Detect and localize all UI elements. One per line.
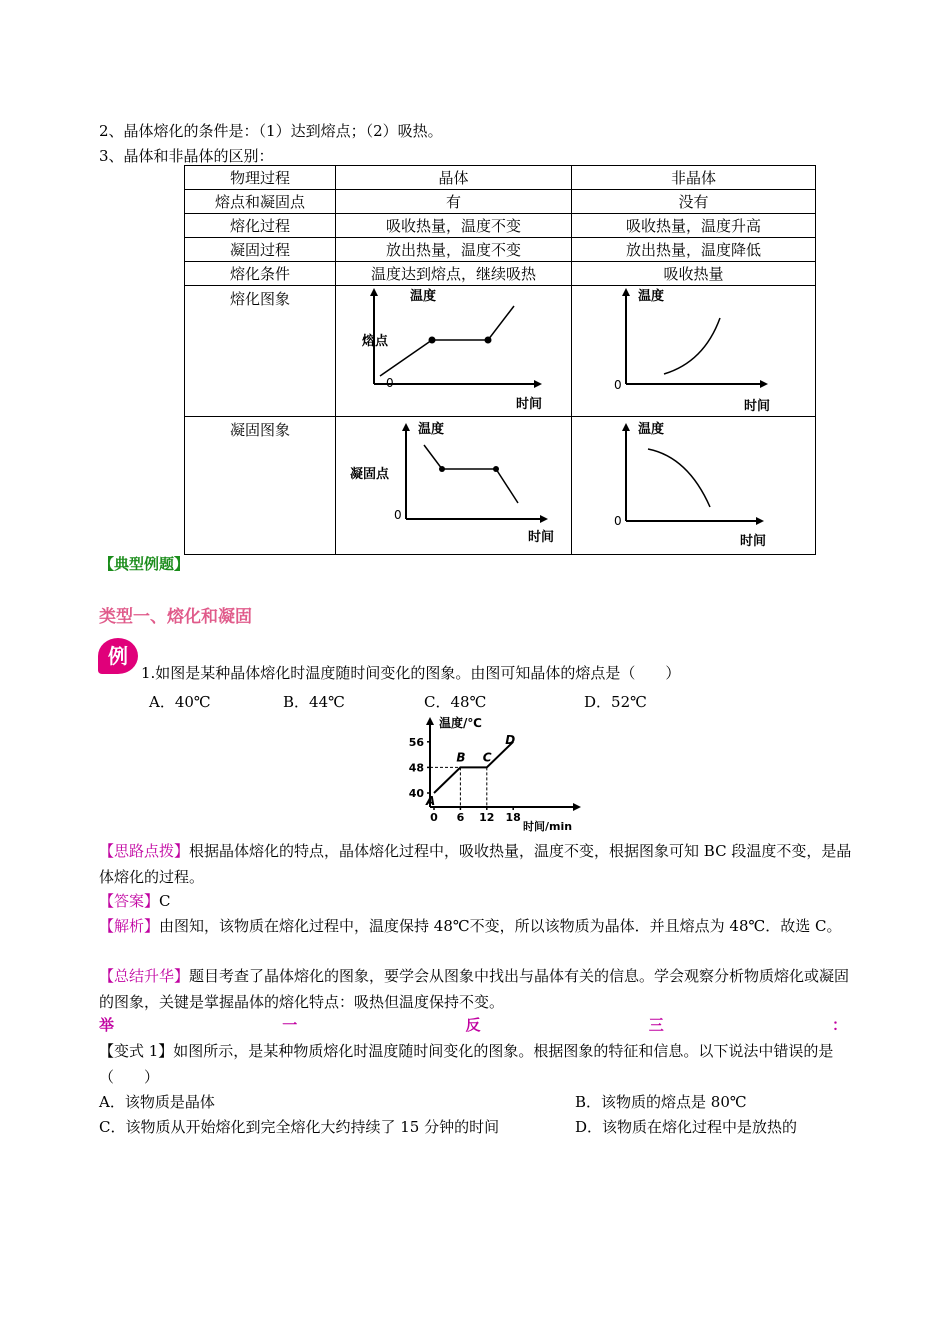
x-axis-label: 时间 bbox=[740, 534, 767, 549]
table-row bbox=[185, 262, 816, 286]
point-label: C bbox=[482, 750, 492, 765]
analysis-paragraph bbox=[99, 913, 859, 939]
amorphous-solidify-graph bbox=[572, 417, 816, 555]
x-tick-label: 12 bbox=[479, 811, 495, 824]
hint-paragraph bbox=[99, 838, 859, 890]
point-label: B bbox=[456, 750, 466, 765]
origin-label: 0 bbox=[386, 376, 394, 390]
table-cell: 放出热量，温度降低 bbox=[572, 238, 816, 262]
practice-char: 反 bbox=[465, 1016, 481, 1034]
x-tick-label: 18 bbox=[505, 811, 521, 824]
option-b: B．44℃ bbox=[283, 693, 345, 711]
y-axis-label: 温度 bbox=[638, 289, 665, 304]
question-stem: 1.如图是某种晶体熔化时温度随时间变化的图象。由图可知晶体的熔点是（ ） bbox=[141, 664, 681, 682]
melting-graph-row bbox=[185, 286, 816, 417]
table-cell: 熔化条件 bbox=[185, 262, 336, 286]
melting-point-label: 熔点 bbox=[362, 334, 389, 349]
practice-char: 三 bbox=[648, 1016, 664, 1034]
crystal-solidify-graph bbox=[336, 417, 572, 555]
option-d: D．52℃ bbox=[584, 693, 647, 711]
table-cell: 吸收热量 bbox=[572, 262, 816, 286]
point-label: A bbox=[426, 794, 436, 808]
table-cell: 温度达到熔点，继续吸热 bbox=[336, 262, 572, 286]
origin-label: 0 bbox=[614, 514, 622, 528]
table-cell: 吸收热量，温度升高 bbox=[572, 214, 816, 238]
x-tick-label: 6 bbox=[456, 811, 465, 824]
table-row bbox=[185, 214, 816, 238]
point-label: D bbox=[505, 732, 516, 747]
y-axis-label: 温度 bbox=[638, 422, 665, 437]
melting-temperature-chart bbox=[395, 712, 595, 836]
table-cell: 吸收热量，温度不变 bbox=[336, 214, 572, 238]
origin-label: 0 bbox=[394, 508, 402, 522]
example-badge: 例 bbox=[98, 638, 138, 674]
analysis-text: 由图知，该物质在熔化过程中，温度保持 48℃不变，所以该物质为晶体．并且熔点为 48℃．故选 C。 bbox=[159, 917, 842, 935]
x-tick-label: 0 bbox=[430, 811, 438, 824]
table-header-row bbox=[185, 166, 816, 190]
table-cell: 熔点和凝固点 bbox=[185, 190, 336, 214]
chart-xlabel: 时间/min bbox=[523, 820, 573, 833]
summary-tag: 【总结升华】 bbox=[99, 967, 190, 985]
answer-paragraph bbox=[99, 888, 859, 914]
answer-tag: 【答案】 bbox=[99, 892, 160, 910]
table-cell: 放出热量，温度不变 bbox=[336, 238, 572, 262]
variant-stem: 【变式 1】如图所示，是某种物质熔化时温度随时间变化的图象。根据图象的特征和信息。以下说法中错误的是（ ） bbox=[99, 1042, 834, 1086]
table-header: 非晶体 bbox=[572, 166, 816, 190]
answer-text: C bbox=[159, 892, 171, 910]
table-header: 物理过程 bbox=[185, 166, 336, 190]
origin-label: 0 bbox=[614, 378, 622, 392]
section-heading: 【典型例题】 bbox=[99, 555, 190, 573]
table-cell: 熔化过程 bbox=[185, 214, 336, 238]
y-tick-label: 48 bbox=[408, 761, 424, 775]
practice-char: 举 bbox=[99, 1016, 115, 1034]
y-tick-label: 40 bbox=[408, 787, 424, 800]
solidify-graph-row bbox=[185, 417, 816, 555]
option-c: C．48℃ bbox=[424, 693, 487, 711]
comparison-table bbox=[184, 165, 816, 555]
x-axis-label: 时间 bbox=[744, 399, 771, 412]
table-cell: 没有 bbox=[572, 190, 816, 214]
chart-ylabel: 温度/℃ bbox=[439, 716, 482, 730]
y-axis-label: 温度 bbox=[410, 289, 437, 304]
x-axis-label: 时间 bbox=[528, 530, 555, 545]
variant-option-b: B．该物质的熔点是 80℃ bbox=[575, 1093, 747, 1111]
table-row bbox=[185, 190, 816, 214]
x-axis-label: 时间 bbox=[516, 397, 543, 412]
difference-line: 3、晶体和非晶体的区别： bbox=[99, 147, 274, 165]
freezing-point-label: 凝固点 bbox=[350, 467, 390, 482]
practice-char: 一 bbox=[282, 1016, 298, 1034]
type-heading: 类型一、熔化和凝固 bbox=[99, 607, 252, 627]
y-axis-label: 温度 bbox=[418, 422, 445, 437]
variant-option-a: A．该物质是晶体 bbox=[99, 1093, 215, 1111]
melting-graph-label: 熔化图象 bbox=[229, 290, 290, 308]
summary-paragraph bbox=[99, 963, 859, 1015]
variant-option-c: C．该物质从开始熔化到完全熔化大约持续了 15 分钟的时间 bbox=[99, 1118, 500, 1136]
condition-line: 2、晶体熔化的条件是：（1）达到熔点；（2）吸热。 bbox=[99, 122, 443, 140]
practice-char: ： bbox=[831, 1016, 847, 1034]
summary-text: 题目考查了晶体熔化的图象，要学会从图象中找出与晶体有关的信息。学会观察分析物质熔化或凝固的图象，关键是掌握晶体的熔化特点：吸热但温度保持不变。 bbox=[99, 967, 850, 1011]
option-a: A．40℃ bbox=[149, 693, 211, 711]
crystal-melting-graph bbox=[336, 286, 572, 417]
analysis-tag: 【解析】 bbox=[99, 917, 160, 935]
y-tick-label: 56 bbox=[408, 735, 424, 749]
practice-heading bbox=[99, 1014, 847, 1035]
table-cell: 有 bbox=[336, 190, 572, 214]
solidify-graph-label: 凝固图象 bbox=[229, 421, 290, 439]
hint-tag: 【思路点拨】 bbox=[99, 842, 190, 860]
table-cell: 凝固过程 bbox=[185, 238, 336, 262]
table-header: 晶体 bbox=[336, 166, 572, 190]
amorphous-melting-graph bbox=[572, 286, 816, 417]
variant-option-d: D．该物质在熔化过程中是放热的 bbox=[575, 1118, 798, 1136]
table-row bbox=[185, 238, 816, 262]
hint-text: 根据晶体熔化的特点，晶体熔化过程中，吸收热量，温度不变，根据图象可知 BC 段温度不变，是晶体熔化的过程。 bbox=[99, 842, 852, 886]
